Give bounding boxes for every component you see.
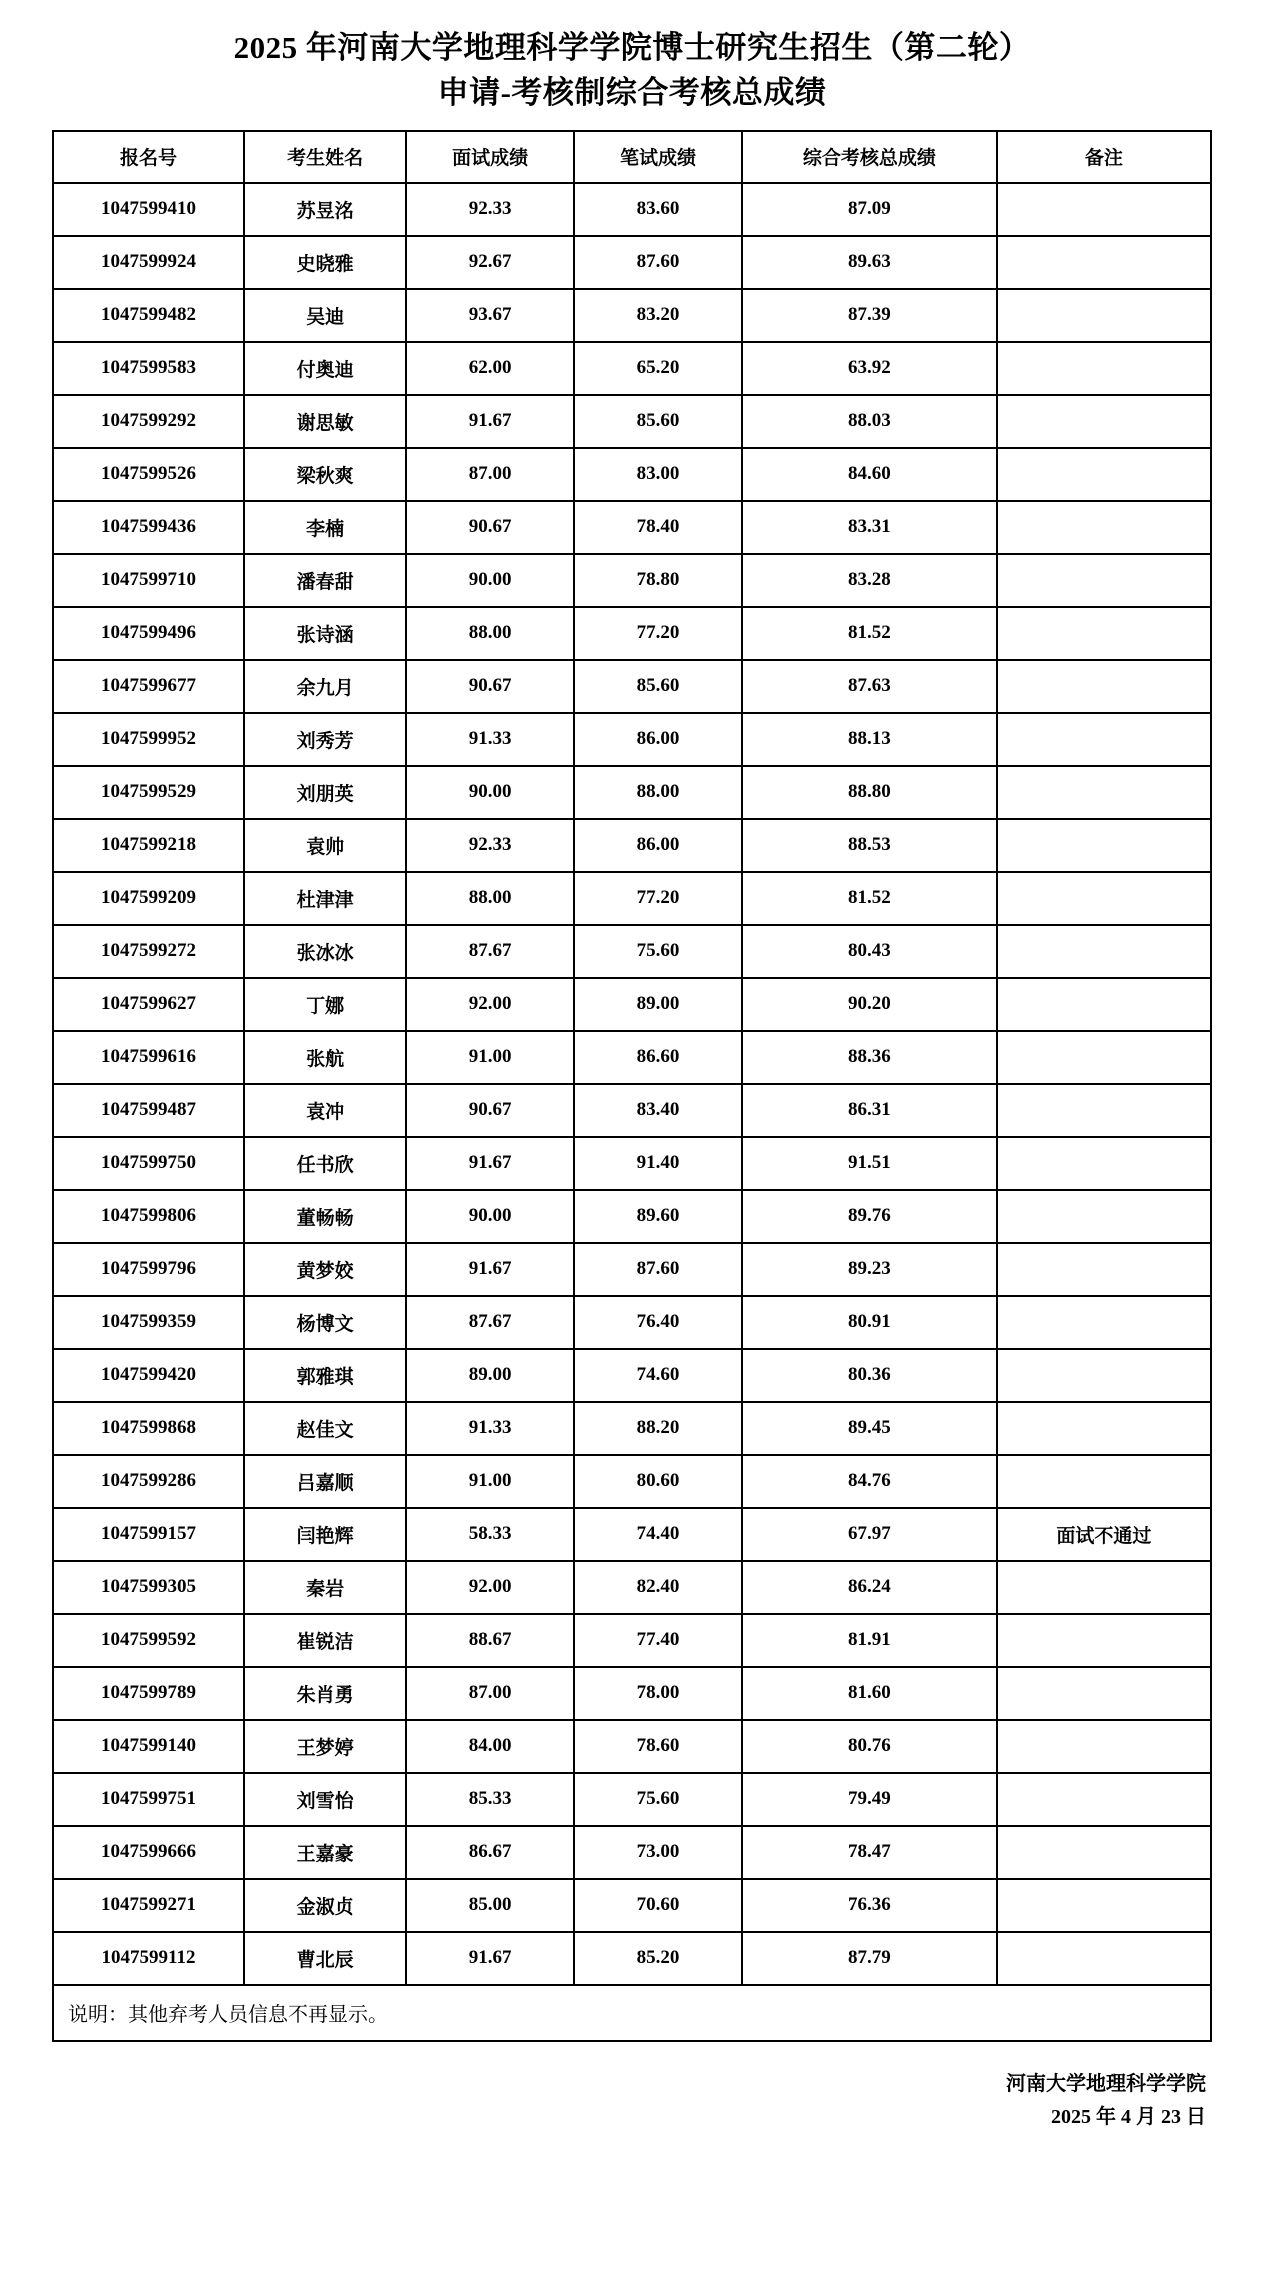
cell-total: 91.51 — [742, 1137, 997, 1190]
cell-note — [997, 1243, 1211, 1296]
cell-total: 89.45 — [742, 1402, 997, 1455]
cell-note — [997, 236, 1211, 289]
table-row — [53, 766, 1211, 819]
cell-note — [997, 1349, 1211, 1402]
table-row — [53, 1667, 1211, 1720]
cell-id: 1047599616 — [53, 1031, 244, 1084]
cell-name: 刘朋英 — [244, 766, 406, 819]
cell-interview: 92.33 — [406, 819, 574, 872]
cell-id: 1047599140 — [53, 1720, 244, 1773]
cell-note — [997, 978, 1211, 1031]
cell-name: 崔锐洁 — [244, 1614, 406, 1667]
table-row — [53, 1031, 1211, 1084]
cell-id: 1047599420 — [53, 1349, 244, 1402]
cell-name: 袁冲 — [244, 1084, 406, 1137]
column-header-id: 报名号 — [53, 131, 244, 183]
cell-total: 83.31 — [742, 501, 997, 554]
cell-interview: 87.00 — [406, 1667, 574, 1720]
cell-total: 81.52 — [742, 607, 997, 660]
cell-total: 80.91 — [742, 1296, 997, 1349]
table-row — [53, 395, 1211, 448]
table-row — [53, 925, 1211, 978]
cell-written: 88.00 — [574, 766, 742, 819]
cell-id: 1047599806 — [53, 1190, 244, 1243]
column-header-note: 备注 — [997, 131, 1211, 183]
table-row — [53, 1243, 1211, 1296]
table-row — [53, 1561, 1211, 1614]
cell-id: 1047599627 — [53, 978, 244, 1031]
cell-interview: 92.33 — [406, 183, 574, 236]
cell-total: 81.60 — [742, 1667, 997, 1720]
cell-total: 81.52 — [742, 872, 997, 925]
cell-id: 1047599583 — [53, 342, 244, 395]
cell-note: 面试不通过 — [997, 1508, 1211, 1561]
cell-interview: 91.67 — [406, 1932, 574, 1985]
cell-note — [997, 1190, 1211, 1243]
table-row — [53, 1508, 1211, 1561]
cell-interview: 87.67 — [406, 1296, 574, 1349]
cell-total: 84.76 — [742, 1455, 997, 1508]
cell-name: 付奥迪 — [244, 342, 406, 395]
table-row — [53, 236, 1211, 289]
cell-name: 黄梦姣 — [244, 1243, 406, 1296]
cell-name: 袁帅 — [244, 819, 406, 872]
cell-written: 87.60 — [574, 236, 742, 289]
cell-note — [997, 448, 1211, 501]
cell-written: 85.20 — [574, 1932, 742, 1985]
cell-id: 1047599677 — [53, 660, 244, 713]
signature-organization: 河南大学地理科学学院 — [1006, 2072, 1206, 2095]
table-row — [53, 1190, 1211, 1243]
cell-interview: 90.67 — [406, 660, 574, 713]
cell-total: 88.03 — [742, 395, 997, 448]
cell-total: 88.80 — [742, 766, 997, 819]
cell-note — [997, 1773, 1211, 1826]
column-header-written: 笔试成绩 — [574, 131, 742, 183]
cell-name: 金淑贞 — [244, 1879, 406, 1932]
table-row — [53, 978, 1211, 1031]
cell-written: 77.20 — [574, 872, 742, 925]
cell-interview: 86.67 — [406, 1826, 574, 1879]
cell-name: 杜津津 — [244, 872, 406, 925]
cell-total: 89.63 — [742, 236, 997, 289]
cell-interview: 85.00 — [406, 1879, 574, 1932]
cell-interview: 62.00 — [406, 342, 574, 395]
cell-note — [997, 819, 1211, 872]
cell-total: 87.39 — [742, 289, 997, 342]
cell-note — [997, 1402, 1211, 1455]
cell-interview: 88.00 — [406, 872, 574, 925]
cell-id: 1047599286 — [53, 1455, 244, 1508]
cell-id: 1047599868 — [53, 1402, 244, 1455]
cell-id: 1047599482 — [53, 289, 244, 342]
cell-note — [997, 1296, 1211, 1349]
cell-note — [997, 554, 1211, 607]
cell-total: 63.92 — [742, 342, 997, 395]
cell-id: 1047599529 — [53, 766, 244, 819]
cell-note — [997, 660, 1211, 713]
cell-name: 杨博文 — [244, 1296, 406, 1349]
cell-name: 李楠 — [244, 501, 406, 554]
cell-id: 1047599305 — [53, 1561, 244, 1614]
cell-interview: 58.33 — [406, 1508, 574, 1561]
cell-note — [997, 342, 1211, 395]
cell-total: 78.47 — [742, 1826, 997, 1879]
table-row — [53, 1773, 1211, 1826]
cell-total: 87.09 — [742, 183, 997, 236]
column-header-interview: 面试成绩 — [406, 131, 574, 183]
cell-total: 76.36 — [742, 1879, 997, 1932]
cell-note — [997, 1455, 1211, 1508]
cell-total: 89.76 — [742, 1190, 997, 1243]
cell-interview: 88.00 — [406, 607, 574, 660]
cell-interview: 92.00 — [406, 1561, 574, 1614]
cell-name: 谢思敏 — [244, 395, 406, 448]
cell-written: 85.60 — [574, 395, 742, 448]
cell-name: 潘春甜 — [244, 554, 406, 607]
cell-id: 1047599436 — [53, 501, 244, 554]
page-title-line-1: 2025 年河南大学地理科学学院博士研究生招生（第二轮） — [233, 30, 1031, 65]
table-row — [53, 607, 1211, 660]
table-row — [53, 448, 1211, 501]
cell-interview: 89.00 — [406, 1349, 574, 1402]
cell-id: 1047599751 — [53, 1773, 244, 1826]
cell-interview: 91.33 — [406, 713, 574, 766]
cell-id: 1047599209 — [53, 872, 244, 925]
cell-written: 78.00 — [574, 1667, 742, 1720]
cell-name: 张诗涵 — [244, 607, 406, 660]
cell-interview: 91.67 — [406, 1243, 574, 1296]
cell-written: 89.00 — [574, 978, 742, 1031]
table-row — [53, 289, 1211, 342]
cell-id: 1047599410 — [53, 183, 244, 236]
cell-name: 王梦婷 — [244, 1720, 406, 1773]
cell-note — [997, 501, 1211, 554]
table-row — [53, 1614, 1211, 1667]
cell-name: 吕嘉顺 — [244, 1455, 406, 1508]
cell-written: 86.00 — [574, 819, 742, 872]
cell-id: 1047599789 — [53, 1667, 244, 1720]
cell-written: 78.60 — [574, 1720, 742, 1773]
cell-name: 曹北辰 — [244, 1932, 406, 1985]
cell-name: 闫艳辉 — [244, 1508, 406, 1561]
cell-note — [997, 1826, 1211, 1879]
cell-written: 78.40 — [574, 501, 742, 554]
cell-written: 65.20 — [574, 342, 742, 395]
cell-written: 73.00 — [574, 1826, 742, 1879]
cell-note — [997, 1667, 1211, 1720]
cell-id: 1047599592 — [53, 1614, 244, 1667]
table-row — [53, 1296, 1211, 1349]
cell-total: 89.23 — [742, 1243, 997, 1296]
cell-total: 86.31 — [742, 1084, 997, 1137]
cell-total: 87.63 — [742, 660, 997, 713]
cell-name: 丁娜 — [244, 978, 406, 1031]
cell-written: 89.60 — [574, 1190, 742, 1243]
cell-name: 张冰冰 — [244, 925, 406, 978]
cell-interview: 90.67 — [406, 501, 574, 554]
table-row — [53, 501, 1211, 554]
cell-note — [997, 1137, 1211, 1190]
cell-id: 1047599271 — [53, 1879, 244, 1932]
page-title — [52, 26, 1212, 116]
cell-id: 1047599359 — [53, 1296, 244, 1349]
cell-id: 1047599952 — [53, 713, 244, 766]
table-row — [53, 1826, 1211, 1879]
cell-interview: 87.00 — [406, 448, 574, 501]
footnote-text: 说明：其他弃考人员信息不再显示。 — [53, 1985, 1211, 2041]
cell-note — [997, 1084, 1211, 1137]
cell-note — [997, 1879, 1211, 1932]
cell-total: 81.91 — [742, 1614, 997, 1667]
cell-id: 1047599157 — [53, 1508, 244, 1561]
footnote-row — [53, 1985, 1211, 2041]
cell-written: 88.20 — [574, 1402, 742, 1455]
cell-note — [997, 1031, 1211, 1084]
cell-note — [997, 766, 1211, 819]
cell-id: 1047599924 — [53, 236, 244, 289]
cell-id: 1047599496 — [53, 607, 244, 660]
cell-name: 王嘉豪 — [244, 1826, 406, 1879]
table-body — [53, 183, 1211, 2041]
cell-interview: 90.67 — [406, 1084, 574, 1137]
cell-written: 83.40 — [574, 1084, 742, 1137]
cell-written: 83.20 — [574, 289, 742, 342]
cell-written: 75.60 — [574, 925, 742, 978]
table-row — [53, 342, 1211, 395]
cell-written: 83.00 — [574, 448, 742, 501]
cell-written: 75.60 — [574, 1773, 742, 1826]
table-row — [53, 1455, 1211, 1508]
table-row — [53, 554, 1211, 607]
cell-id: 1047599526 — [53, 448, 244, 501]
cell-total: 86.24 — [742, 1561, 997, 1614]
table-row — [53, 1720, 1211, 1773]
cell-written: 83.60 — [574, 183, 742, 236]
cell-id: 1047599710 — [53, 554, 244, 607]
cell-total: 88.53 — [742, 819, 997, 872]
column-header-total: 综合考核总成绩 — [742, 131, 997, 183]
table-row — [53, 1349, 1211, 1402]
cell-interview: 92.00 — [406, 978, 574, 1031]
cell-interview: 90.00 — [406, 1190, 574, 1243]
cell-id: 1047599487 — [53, 1084, 244, 1137]
cell-name: 任书欣 — [244, 1137, 406, 1190]
cell-note — [997, 607, 1211, 660]
cell-written: 78.80 — [574, 554, 742, 607]
cell-interview: 84.00 — [406, 1720, 574, 1773]
cell-name: 刘秀芳 — [244, 713, 406, 766]
cell-name: 董畅畅 — [244, 1190, 406, 1243]
table-row — [53, 660, 1211, 713]
cell-written: 77.40 — [574, 1614, 742, 1667]
cell-interview: 93.67 — [406, 289, 574, 342]
table-row — [53, 1879, 1211, 1932]
table-row — [53, 1402, 1211, 1455]
cell-interview: 92.67 — [406, 236, 574, 289]
cell-written: 74.40 — [574, 1508, 742, 1561]
cell-total: 87.79 — [742, 1932, 997, 1985]
cell-written: 82.40 — [574, 1561, 742, 1614]
table-row — [53, 872, 1211, 925]
column-header-name: 考生姓名 — [244, 131, 406, 183]
cell-total: 79.49 — [742, 1773, 997, 1826]
cell-name: 吴迪 — [244, 289, 406, 342]
table-row — [53, 1137, 1211, 1190]
cell-name: 张航 — [244, 1031, 406, 1084]
cell-note — [997, 395, 1211, 448]
cell-name: 梁秋爽 — [244, 448, 406, 501]
cell-name: 赵佳文 — [244, 1402, 406, 1455]
cell-interview: 91.33 — [406, 1402, 574, 1455]
cell-id: 1047599272 — [53, 925, 244, 978]
cell-interview: 90.00 — [406, 766, 574, 819]
cell-interview: 91.00 — [406, 1455, 574, 1508]
cell-name: 史晓雅 — [244, 236, 406, 289]
cell-id: 1047599666 — [53, 1826, 244, 1879]
cell-name: 郭雅琪 — [244, 1349, 406, 1402]
cell-interview: 87.67 — [406, 925, 574, 978]
table-row — [53, 1084, 1211, 1137]
cell-note — [997, 713, 1211, 766]
cell-total: 88.13 — [742, 713, 997, 766]
table-row — [53, 713, 1211, 766]
cell-id: 1047599796 — [53, 1243, 244, 1296]
cell-written: 91.40 — [574, 1137, 742, 1190]
cell-note — [997, 1614, 1211, 1667]
cell-total: 84.60 — [742, 448, 997, 501]
cell-name: 苏昱洺 — [244, 183, 406, 236]
cell-total: 83.28 — [742, 554, 997, 607]
cell-name: 余九月 — [244, 660, 406, 713]
cell-note — [997, 925, 1211, 978]
table-row — [53, 819, 1211, 872]
cell-total: 67.97 — [742, 1508, 997, 1561]
cell-note — [997, 1561, 1211, 1614]
cell-note — [997, 289, 1211, 342]
cell-total: 90.20 — [742, 978, 997, 1031]
cell-interview: 91.67 — [406, 1137, 574, 1190]
cell-note — [997, 183, 1211, 236]
score-table — [52, 130, 1212, 2042]
cell-interview: 88.67 — [406, 1614, 574, 1667]
cell-id: 1047599218 — [53, 819, 244, 872]
cell-name: 秦岩 — [244, 1561, 406, 1614]
table-row — [53, 183, 1211, 236]
cell-note — [997, 872, 1211, 925]
cell-written: 74.60 — [574, 1349, 742, 1402]
cell-id: 1047599112 — [53, 1932, 244, 1985]
cell-interview: 90.00 — [406, 554, 574, 607]
cell-interview: 91.67 — [406, 395, 574, 448]
page-title-line-2: 申请-考核制综合考核总成绩 — [437, 74, 827, 110]
table-row — [53, 1932, 1211, 1985]
table-header-row — [53, 131, 1211, 183]
cell-written: 87.60 — [574, 1243, 742, 1296]
cell-written: 80.60 — [574, 1455, 742, 1508]
cell-name: 刘雪怡 — [244, 1773, 406, 1826]
cell-id: 1047599292 — [53, 395, 244, 448]
signature-date: 2025 年 4 月 23 日 — [1051, 2105, 1206, 2128]
cell-written: 76.40 — [574, 1296, 742, 1349]
cell-total: 80.36 — [742, 1349, 997, 1402]
cell-id: 1047599750 — [53, 1137, 244, 1190]
cell-written: 85.60 — [574, 660, 742, 713]
cell-note — [997, 1720, 1211, 1773]
cell-written: 70.60 — [574, 1879, 742, 1932]
cell-note — [997, 1932, 1211, 1985]
cell-interview: 85.33 — [406, 1773, 574, 1826]
cell-total: 80.76 — [742, 1720, 997, 1773]
cell-written: 86.60 — [574, 1031, 742, 1084]
cell-total: 88.36 — [742, 1031, 997, 1084]
signature-block — [52, 2068, 1212, 2134]
cell-written: 77.20 — [574, 607, 742, 660]
cell-total: 80.43 — [742, 925, 997, 978]
cell-interview: 91.00 — [406, 1031, 574, 1084]
cell-name: 朱肖勇 — [244, 1667, 406, 1720]
cell-written: 86.00 — [574, 713, 742, 766]
